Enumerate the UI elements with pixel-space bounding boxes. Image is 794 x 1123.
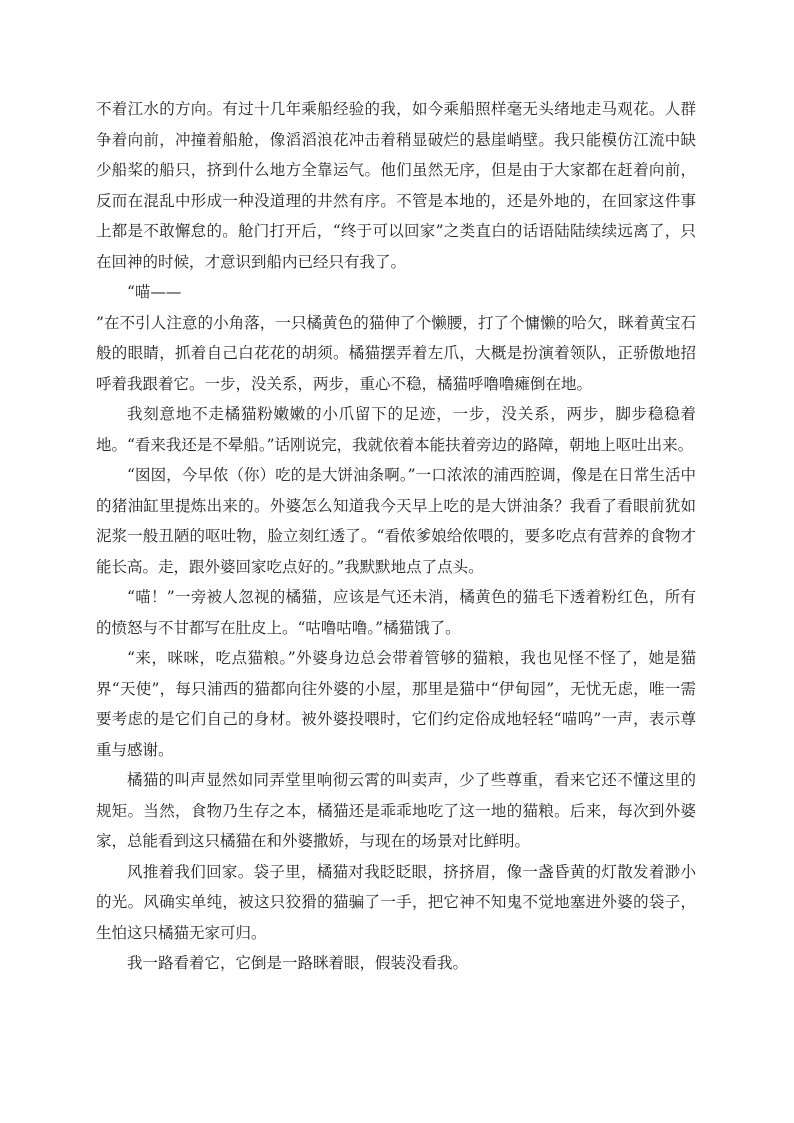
paragraph-4: 我刻意地不走橘猫粉嫩嫩的小爪留下的足迹，一步，没关系，两步，脚步稳稳着地。“看来我还是不晕船。”话刚说完，我就依着本能扶着旁边的路障，朝地上呕吐出来。: [96, 405, 696, 454]
paragraph-9: 风推着我们回家。袋子里，橘猫对我眨眨眼，挤挤眉，像一盏昏黄的灯散发着渺小的光。风确实单纯，被这只狡猾的猫骗了一手，把它神不知鬼不觉地塞进外婆的袋子，生怕这只橘猫无家可归。: [96, 862, 696, 942]
paragraph-6: “喵！”一旁被人忽视的橘猫，应该是气还未消，橘黄色的猫毛下透着粉红色，所有的愤怒与不甘都写在肚皮上。“咕噜咕噜。”橘猫饿了。: [96, 588, 696, 637]
paragraph-3: ”在不引人注意的小角落，一只橘黄色的猫伸了个懒腰，打了个慵懒的哈欠，眯着黄宝石般的眼睛，抓着自己白花花的胡须。橘猫摆弄着左爪，大概是扮演着领队，正骄傲地招呼着我跟着它。一步，没关系，两步，重心不稳，橘猫呼噜噜瘫倒在地。: [96, 313, 696, 393]
paragraph-1: 不着江水的方向。有过十几年乘船经验的我，如今乘船照样毫无头绪地走马观花。人群争着向前，冲撞着船舱，像滔滔浪花冲击着稍显破烂的悬崖峭壁。我只能模仿江流中缺少船桨的船只，挤到什么地方全靠运气。他们虽然无序，但是由于大家都在赶着向前，反而在混乱中形成一种没道理的井然有序。不管是本地的，还是外地的，在回家这件事上都是不敢懈怠的。舱门打开后，“终于可以回家”之类直白的话语陆陆续续远离了，只在回神的时候，才意识到船内已经只有我了。: [96, 100, 696, 271]
paragraph-2: “喵——: [127, 283, 182, 301]
paragraph-5: “囡囡，今早侬（你）吃的是大饼油条啊。”一口浓浓的浦西腔调，像是在日常生活中的猪油缸里提炼出来的。外婆怎么知道我今天早上吃的是大饼油条？我看了看眼前犹如泥浆一般丑陋的呕吐物，脸立刻红透了。“看侬爹娘给侬喂的，要多吃点有营养的食物才能长高。走，跟外婆回家吃点好的。”我默默地点了点头。: [96, 466, 696, 576]
paragraph-10: 我一路看着它，它倒是一路眯着眼，假装没看我。: [127, 954, 469, 972]
article-body: [96, 94, 696, 979]
paragraph-8: 橘猫的叫声显然如同弄堂里响彻云霄的叫卖声，少了些尊重，看来它还不懂这里的规矩。当然，食物乃生存之本，橘猫还是乖乖地吃了这一地的猫粮。后来，每次到外婆家，总能看到这只橘猫在和外婆撒娇，与现在的场景对比鲜明。: [96, 771, 696, 850]
paragraph-7: “来，咪咪，吃点猫粮。”外婆身边总会带着管够的猫粮，我也见怪不怪了，她是猫界“天使”，每只浦西的猫都向往外婆的小屋，那里是猫中“伊甸园”，无忧无虑，唯一需要考虑的是它们自己的身材。被外婆投喂时，它们约定俗成地轻轻“喵呜”一声，表示尊重与感谢。: [96, 649, 696, 759]
